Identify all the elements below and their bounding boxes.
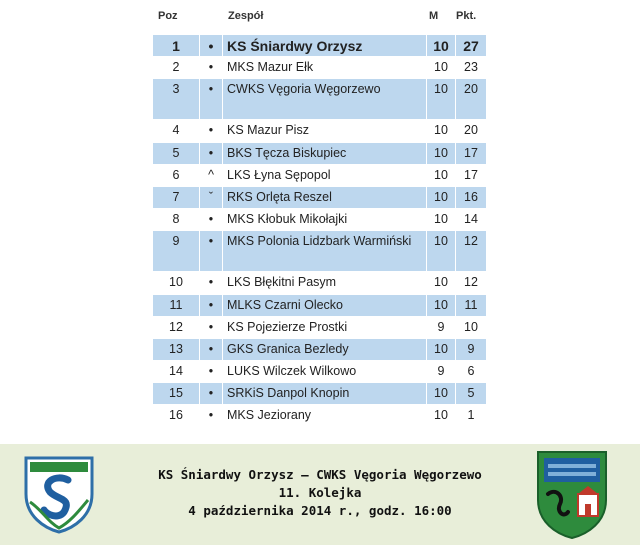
table-row bbox=[153, 295, 486, 316]
row-trend: • bbox=[199, 405, 222, 426]
row-position: 5 bbox=[153, 143, 199, 164]
match-teams: KS Śniardwy Orzysz – CWKS Vęgoria Węgorzewo bbox=[158, 467, 482, 482]
row-position: 12 bbox=[169, 320, 183, 334]
row-trend: • bbox=[199, 35, 222, 56]
row-position: 2 bbox=[172, 60, 180, 74]
table-row bbox=[153, 57, 486, 78]
row-position: 1 bbox=[153, 35, 199, 56]
row-matches: 10 bbox=[426, 187, 455, 208]
header-matches: M bbox=[429, 10, 439, 22]
table-row bbox=[153, 231, 486, 271]
row-trend: • bbox=[199, 209, 222, 230]
table-row bbox=[153, 405, 486, 426]
row-position: 15 bbox=[153, 383, 199, 404]
home-club-crest-icon bbox=[22, 454, 96, 534]
match-info bbox=[110, 466, 530, 520]
row-matches: 10 bbox=[426, 383, 455, 404]
row-matches: 10 bbox=[426, 231, 455, 271]
row-position: 8 bbox=[172, 212, 180, 226]
row-points: 17 bbox=[455, 143, 486, 164]
table-row bbox=[153, 79, 486, 119]
row-trend: • bbox=[199, 231, 222, 271]
row-position: 13 bbox=[153, 339, 199, 360]
row-trend: • bbox=[199, 120, 222, 142]
row-points: 14 bbox=[455, 209, 486, 230]
row-trend: • bbox=[199, 361, 222, 382]
row-team: KS Pojezierze Prostki bbox=[222, 317, 426, 338]
row-points: 16 bbox=[455, 187, 486, 208]
row-matches: 10 bbox=[426, 405, 455, 426]
table-row bbox=[153, 165, 486, 186]
header-points: Pkt. bbox=[456, 10, 477, 22]
table-row bbox=[153, 383, 486, 404]
header-pos: Poz bbox=[158, 10, 178, 22]
table-row bbox=[153, 209, 486, 230]
row-team: GKS Granica Bezledy bbox=[222, 339, 426, 360]
row-team: MLKS Czarni Olecko bbox=[222, 295, 426, 316]
row-points: 27 bbox=[455, 35, 486, 56]
row-points: 17 bbox=[455, 165, 486, 186]
row-trend: • bbox=[199, 383, 222, 404]
row-team: KS Mazur Pisz bbox=[222, 120, 426, 142]
row-position: 14 bbox=[169, 364, 183, 378]
row-team: CWKS Vęgoria Węgorzewo bbox=[222, 79, 426, 119]
row-trend: • bbox=[199, 57, 222, 78]
table-row bbox=[153, 317, 486, 338]
row-team: LUKS Wilczek Wilkowo bbox=[222, 361, 426, 382]
row-points: 12 bbox=[455, 272, 486, 294]
header-team: Zespół bbox=[228, 10, 264, 22]
row-position: 6 bbox=[172, 168, 180, 182]
row-points: 23 bbox=[455, 57, 486, 78]
row-matches: 9 bbox=[426, 317, 455, 338]
row-trend: ˇ bbox=[199, 187, 222, 208]
row-team: SRKiS Danpol Knopin bbox=[222, 383, 426, 404]
row-trend: • bbox=[199, 317, 222, 338]
row-points: 20 bbox=[455, 79, 486, 119]
row-position: 7 bbox=[153, 187, 199, 208]
row-matches: 10 bbox=[426, 272, 455, 294]
row-team: LKS Błękitni Pasym bbox=[222, 272, 426, 294]
row-position: 3 bbox=[153, 79, 199, 119]
row-matches: 10 bbox=[426, 57, 455, 78]
row-position: 16 bbox=[169, 408, 183, 422]
row-trend: • bbox=[199, 295, 222, 316]
table-row bbox=[153, 361, 486, 382]
row-team: KS Śniardwy Orzysz bbox=[222, 35, 426, 56]
table-row bbox=[153, 143, 486, 164]
row-trend: ^ bbox=[199, 165, 222, 186]
row-trend: • bbox=[199, 339, 222, 360]
row-matches: 10 bbox=[426, 165, 455, 186]
match-banner bbox=[0, 444, 640, 545]
row-matches: 10 bbox=[426, 209, 455, 230]
row-trend: • bbox=[199, 272, 222, 294]
row-points: 1 bbox=[455, 405, 486, 426]
row-matches: 10 bbox=[426, 79, 455, 119]
row-team: LKS Łyna Sępopol bbox=[222, 165, 426, 186]
row-points: 5 bbox=[455, 383, 486, 404]
table-row bbox=[153, 35, 486, 56]
row-trend: • bbox=[199, 143, 222, 164]
row-position: 9 bbox=[153, 231, 199, 271]
table-row bbox=[153, 339, 486, 360]
row-matches: 9 bbox=[426, 361, 455, 382]
row-position: 11 bbox=[153, 295, 199, 316]
row-trend: • bbox=[199, 79, 222, 119]
row-points: 9 bbox=[455, 339, 486, 360]
row-points: 11 bbox=[455, 295, 486, 316]
standings-table bbox=[153, 34, 486, 427]
away-club-crest-icon bbox=[534, 448, 610, 540]
row-team: BKS Tęcza Biskupiec bbox=[222, 143, 426, 164]
row-points: 6 bbox=[455, 361, 486, 382]
row-team: MKS Kłobuk Mikołajki bbox=[222, 209, 426, 230]
row-team: MKS Mazur Ełk bbox=[222, 57, 426, 78]
match-round: 11. Kolejka bbox=[278, 485, 362, 500]
row-position: 10 bbox=[169, 275, 183, 289]
row-matches: 10 bbox=[426, 143, 455, 164]
row-points: 10 bbox=[455, 317, 486, 338]
row-matches: 10 bbox=[426, 120, 455, 142]
table-row bbox=[153, 120, 486, 142]
table-row bbox=[153, 187, 486, 208]
row-points: 12 bbox=[455, 231, 486, 271]
table-row bbox=[153, 272, 486, 294]
row-matches: 10 bbox=[426, 295, 455, 316]
row-team: RKS Orlęta Reszel bbox=[222, 187, 426, 208]
match-date: 4 października 2014 r., godz. 16:00 bbox=[188, 503, 452, 518]
row-position: 4 bbox=[172, 123, 180, 137]
row-matches: 10 bbox=[426, 339, 455, 360]
row-team: MKS Jeziorany bbox=[222, 405, 426, 426]
row-team: MKS Polonia Lidzbark Warmiński bbox=[222, 231, 426, 271]
row-matches: 10 bbox=[426, 35, 455, 56]
row-points: 20 bbox=[455, 120, 486, 142]
